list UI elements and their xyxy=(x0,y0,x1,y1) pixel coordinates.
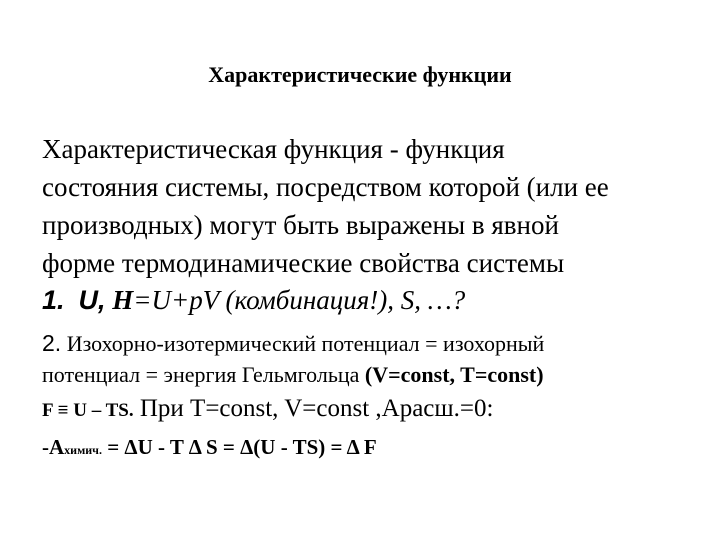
enthalpy-symbol: H xyxy=(112,285,134,315)
helmholtz-line xyxy=(42,395,493,423)
item2-line xyxy=(42,328,712,359)
definition-line: форме термодинамические свойства системы xyxy=(42,248,565,278)
definition-line: Характеристическая функция - функция xyxy=(42,134,505,164)
enthalpy-definition: =U+pV (комбинация!), S, …? xyxy=(133,285,466,315)
item2-text: Изохорно-изотермический потенциал = изохорный xyxy=(61,331,545,356)
chemical-work-equation xyxy=(42,435,377,460)
list-item-2 xyxy=(42,328,712,390)
internal-energy-symbol: U, xyxy=(78,285,106,315)
item-number: 2. xyxy=(42,330,62,356)
item-number: 1. xyxy=(42,285,65,315)
item2-text: потенциал = энергия Гельмгольца xyxy=(42,362,365,387)
work-prefix: -A xyxy=(42,435,65,459)
item2-line xyxy=(42,359,712,390)
helmholtz-note: При T=const, V=const ,Aрасш.=0: xyxy=(133,395,494,422)
slide-title: Характеристические функции xyxy=(208,62,512,87)
list-item-1 xyxy=(42,285,465,316)
item2-conditions: (V=const, T=const) xyxy=(364,362,544,387)
definition-line: состояния системы, посредством которой (или ее xyxy=(42,172,609,202)
definition-paragraph xyxy=(42,130,702,282)
helmholtz-formula: F ≡ U – TS. xyxy=(42,400,134,421)
work-equation: = ΔU - T Δ S = Δ(U - TS) = Δ F xyxy=(101,435,377,459)
work-subscript: химич. xyxy=(64,443,102,457)
definition-line: производных) могут быть выражены в явной xyxy=(42,210,559,240)
